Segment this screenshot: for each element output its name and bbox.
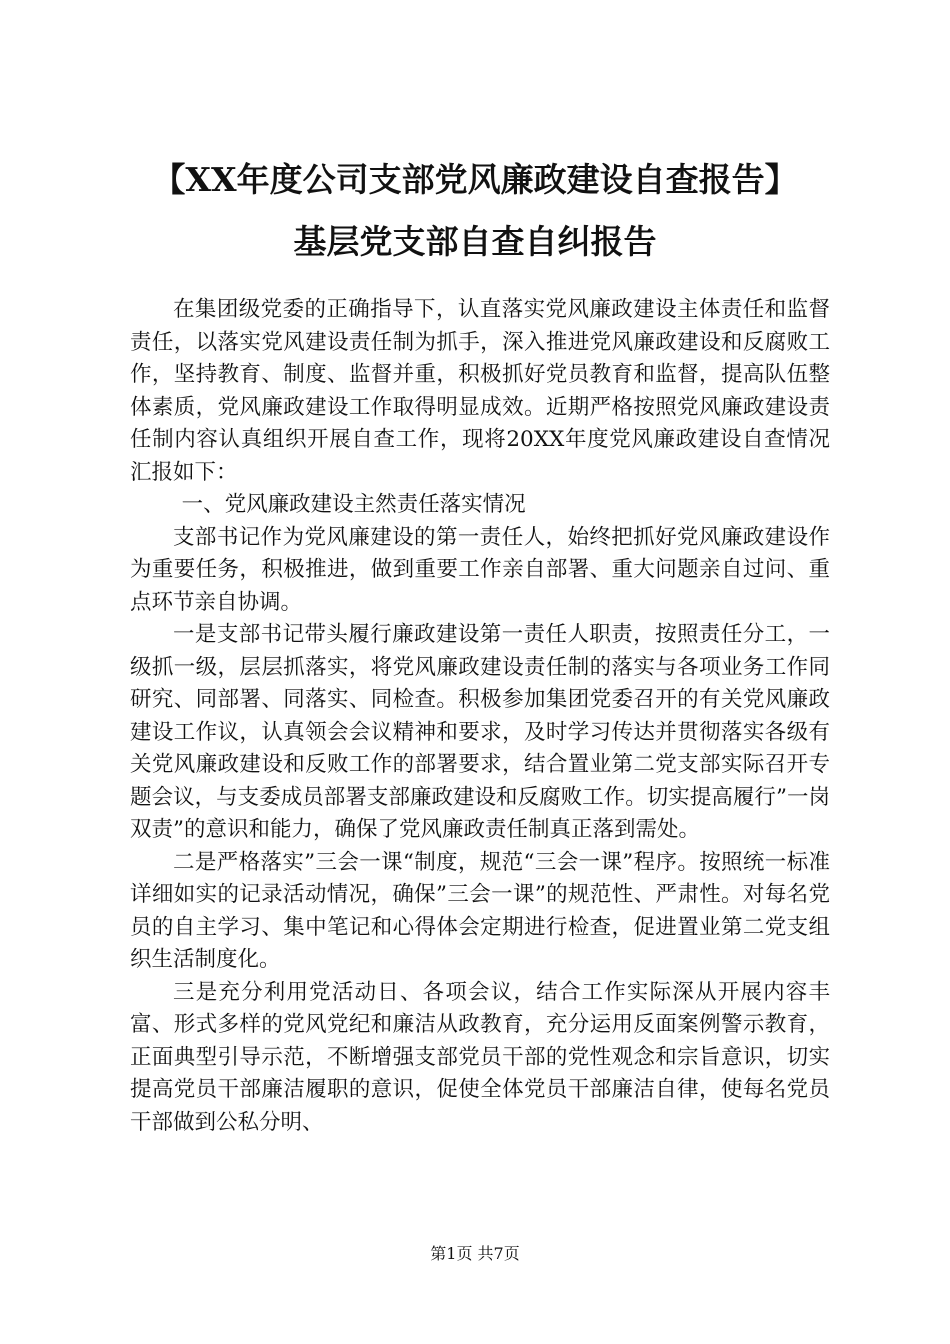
page-footer: 第1页 共7页 — [430, 1244, 520, 1263]
paragraph-intro: 在集团级党委的正确指导下，认直落实党风廉政建设主体责任和监督责任，以落实党风建设责任制为抓手，深入推进党风廉政建设和反腐败工作，坚持教育、制度、监督并重，积极抓好党员教育和监督，提高队伍整体素质，党风廉政建设工作取得明显成效。近期严格按照党风廉政建设责任制内容认真组织开展自查工作，现将20XX年度党风廉政建设自查情况汇报如下： — [130, 297, 830, 485]
document-body — [130, 294, 830, 1139]
document-title-line2: 基层党支部自查自纠报告 — [293, 222, 657, 261]
section-heading-1: 一、党风廉政建设主然责任落实情况 — [181, 492, 526, 517]
paragraph-4: 二是严格落实”三会一课“制度，规范“三会一课”程序。按照统一标准详细如实的记录活动情况，确保”三会一课”的规范性、严肃性。对每名党员的自主学习、集中笔记和心得体会定期进行检查，促进置业第二党支组织生活制度化。 — [130, 849, 830, 972]
paragraph-3: 一是支部书记带头履行廉政建设第一责任人职责，按照责任分工，一级抓一级，层层抓落实，将党风廉政建设责任制的落实与各项业务工作同研究、同部署、同落实、同检查。积极参加集团党委召开的有关党风廉政建设工作议，认真领会会议精神和要求，及时学习传达并贯彻落实各级有关党风廉政建设和反败工作的部署要求，结合置业第二党支部实际召开专题会议，与支委成员部署支部廉政建设和反腐败工作。切实提高履行”一岗双责”的意识和能力，确保了党风廉政责任制真正落到需处。 — [130, 622, 830, 842]
paragraph-2: 支部书记作为党风廉建设的第一责任人，始终把抓好党风廉政建设作为重要任务，积极推进，做到重要工作亲自部署、重大问题亲自过问、重点环节亲自协调。 — [130, 524, 830, 615]
document-title-line1: 【XX年度公司支部党风廉政建设自查报告】 — [152, 160, 798, 199]
paragraph-5: 三是充分利用党活动日、各项会议，结合工作实际深从开展内容丰富、形式多样的党风党纪和廉洁从政教育，充分运用反面案例警示教育，正面典型引导示范，不断增强支部党员干部的党性观念和宗旨意识，切实提高党员干部廉洁履职的意识，促使全体党员干部廉洁自律，使每名党员干部做到公私分明、 — [130, 979, 830, 1135]
